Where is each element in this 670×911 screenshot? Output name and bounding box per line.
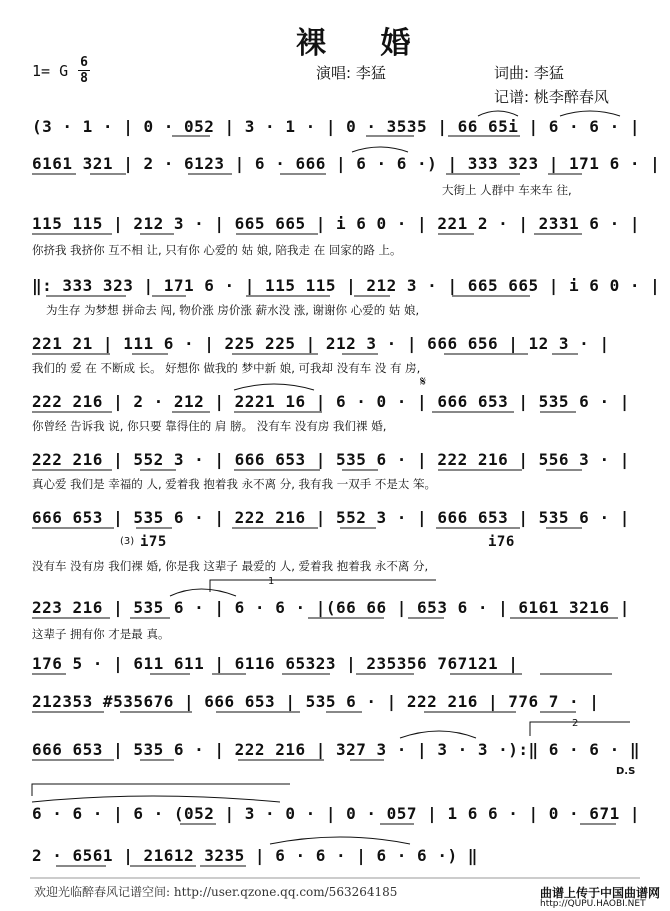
slur: [400, 731, 476, 738]
score-row-5: 221 21 | 111 6 · | 225 225 | 212 3 · | 666 656 | 12 3 · |: [32, 334, 610, 353]
footer-credit: 欢迎光临醉春风记谱空间: http://user.qzone.qq.com/563264185: [34, 885, 398, 899]
lyrics-row-7: 真心爱 我们是 幸福的 人, 爱着我 抱着我 永不离 分, 我有我 一双手 不是太 笨。: [32, 477, 437, 491]
site-brand-url: http://QUPU.HAOBI.NET: [540, 899, 646, 909]
volta-2-label: 2: [572, 718, 579, 729]
lyrics-row-5: 我们的 爱 在 不断成 长。 好想你 做我的 梦中新 娘, 可我却 没有车 没 有 房,: [32, 361, 421, 375]
ds-marking: D.S: [616, 766, 636, 777]
slur: [170, 589, 236, 596]
slur: [32, 796, 280, 802]
score-row-10: 176 5 · | 611 611 | 6116 65323 | 235356 767121 |: [32, 654, 519, 673]
score-row-4: ‖: 333 323 | 171 6 · | 115 115 | 212 3 · | 665 665 | i 6 0 · |: [32, 276, 661, 295]
score-row-13: 6 · 6 · | 6 · (052 | 3 · 0 · | 0 · 057 | 1 6 6 · | 0 · 671 |: [32, 804, 640, 823]
composer-credit: 词曲: 李猛: [494, 64, 564, 82]
score-row-3: 115 115 | 212 3 · | 665 665 | i 6 0 · | 221 2 · | 2331 6 · |: [32, 214, 640, 233]
slur: [478, 111, 518, 116]
slur: [234, 384, 314, 390]
site-brand: 曲谱上传于中国曲谱网: [540, 886, 661, 900]
volta-1-bracket: [210, 580, 436, 592]
score-row-7: 222 216 | 552 3 · | 666 653 | 535 6 · | 222 216 | 556 3 · |: [32, 450, 630, 469]
lyrics-row-6: 你曾经 告诉我 说, 你只要 靠得住的 肩 膀。 没有车 没有房 我们裸 婚,: [32, 419, 387, 433]
transcriber-credit: 记谱: 桃李醉春风: [494, 88, 609, 106]
slur: [270, 837, 410, 844]
segno-sign: 𝄋: [420, 374, 427, 390]
slur: [352, 147, 408, 152]
singer-credit: 演唱: 李猛: [316, 64, 386, 82]
time-signature-bottom: 8: [80, 71, 88, 86]
score-row-12: 666 653 | 535 6 · | 222 216 | 327 3 · | 3 · 3 ·):‖ 6 · 6 · ‖: [32, 740, 640, 759]
slur: [560, 111, 620, 116]
volta-bracket-continuation: [32, 784, 290, 796]
triplet-mark: (3): [120, 536, 135, 547]
lyrics-row-9: 这辈子 拥有你 才是最 真。: [32, 627, 170, 641]
time-signature-top: 6: [80, 55, 88, 70]
score-row-11: 212353 #535676 | 666 653 | 535 6 · | 222 216 | 776 7 · |: [32, 692, 600, 711]
lyrics-row-8: 没有车 没有房 我们裸 婚, 你是我 这辈子 最爱的 人, 爱着我 抱着我 永不离 分,: [32, 559, 429, 573]
score-row-2: 6161 321 | 2 · 6123 | 6 · 666 | 6 · 6 ·) | 333 323 | 171 6 · |: [32, 154, 661, 173]
lyrics-row-3: 你挤我 我挤你 互不相 让, 只有你 心爱的 姑 娘, 陪我走 在 回家的路 上。: [32, 243, 402, 257]
volta-1-label: 1: [268, 576, 275, 587]
score-row-8: 666 653 | 535 6 · | 222 216 | 552 3 · | 666 653 | 535 6 · |: [32, 508, 630, 527]
key-signature: 1= G: [32, 62, 69, 80]
score-row-9: 223 216 | 535 6 · | 6 · 6 · |(66 66 | 653 6 · | 6161 3216 |: [32, 598, 630, 617]
song-title: 裸 婚: [296, 26, 433, 61]
alternate-notes-1: i75: [140, 534, 167, 550]
alternate-notes-2: i76: [488, 534, 515, 550]
score-row-1: (3 · 1 · | 0 · 052 | 3 · 1 · | 0 · 3535 | 66 65i | 6 · 6 · |: [32, 117, 640, 136]
score-row-14: 2 · 6561 | 21612 3235 | 6 · 6 · | 6 · 6 ·) ‖: [32, 846, 478, 865]
lyrics-row-4: 为生存 为梦想 拼命去 闯, 物价涨 房价涨 薪水没 涨, 谢谢你 心爱的 姑 娘,: [46, 303, 420, 317]
volta-2-bracket: [530, 722, 630, 736]
lyrics-row-2: 大街上 人群中 车来车 往,: [442, 183, 572, 197]
score-row-6: 222 216 | 2 · 212 | 2221 16 | 6 · 0 · | 666 653 | 535 6 · |: [32, 392, 630, 411]
